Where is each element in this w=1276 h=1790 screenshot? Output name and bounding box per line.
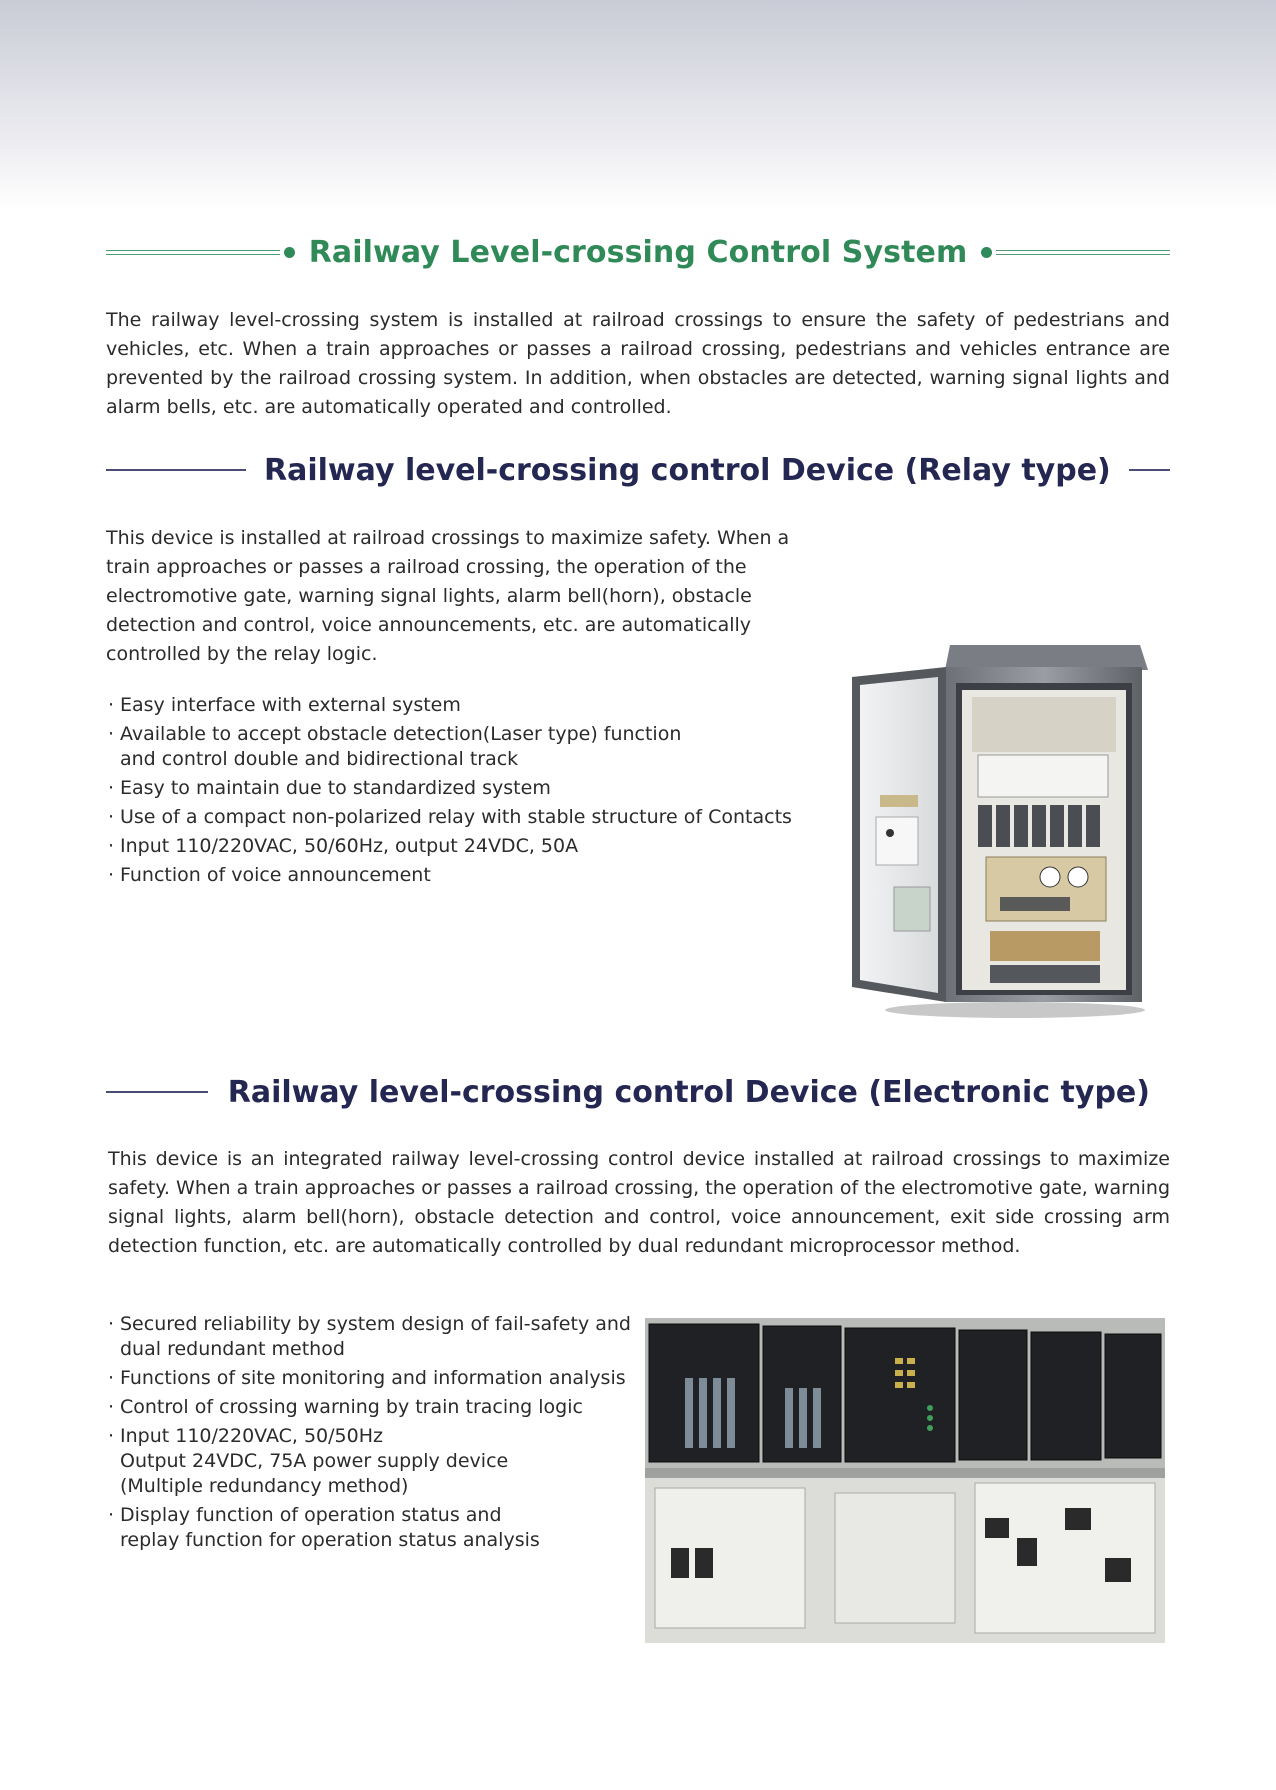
list-item: · Functions of site monitoring and information analysis — [108, 1367, 626, 1389]
relay-section-title: Railway level-crossing control Device (Relay type) — [264, 452, 1111, 488]
relay-feature-list — [106, 693, 806, 892]
list-item: · Easy to maintain due to standardized system — [108, 777, 551, 799]
title-bullet-left — [284, 247, 295, 258]
list-item: · Display function of operation status and replay function for operation status analysis — [108, 1504, 540, 1551]
electronic-description: This device is an integrated railway level-crossing control device installed at railroad crossings to maximize safety. When a train approaches or passes a railroad crossing, the operation of the electromotive gate, warning signal lights, alarm bell(horn), obstacle detection and control, voice announcement, exit side crossing arm detection function, etc. are automatically controlled by dual redundant microprocessor method. — [108, 1148, 1170, 1257]
heading-rule-left — [106, 1091, 208, 1093]
list-item: · Secured reliability by system design of fail-safety and dual redundant method — [108, 1313, 631, 1360]
relay-description: This device is installed at railroad crossings to maximize safety. When a train approaches or passes a railroad crossing, the operation of the electromotive gate, warning signal lights, alarm bell(horn), obstacle detection and control, voice announcements, etc. are automatically controlled by the relay logic. — [106, 527, 790, 665]
electronic-section-heading — [106, 1072, 1170, 1112]
list-item: · Function of voice announcement — [108, 864, 431, 886]
list-item: · Control of crossing warning by train tracing logic — [108, 1396, 583, 1418]
electronic-rack-image — [645, 1318, 1165, 1643]
electronic-feature-list — [106, 1312, 646, 1557]
relay-section-heading — [106, 450, 1170, 490]
electronic-section-title: Railway level-crossing control Device (Electronic type) — [227, 1074, 1150, 1110]
relay-cabinet-image — [850, 635, 1150, 1020]
title-bullet-right — [981, 247, 992, 258]
heading-rule-right — [1129, 469, 1170, 471]
heading-rule-left — [106, 469, 246, 471]
title-rule-right — [996, 250, 1170, 255]
list-item: · Input 110/220VAC, 50/60Hz, output 24VDC, 50A — [108, 835, 579, 857]
page-title: Railway Level-crossing Control System — [308, 234, 968, 270]
list-item: · Easy interface with external system — [108, 694, 461, 716]
main-title-row — [106, 232, 1170, 272]
list-item: · Available to accept obstacle detection(Laser type) function and control double and bidirectional track — [108, 723, 682, 770]
intro-paragraph: The railway level-crossing system is installed at railroad crossings to ensure the safety of pedestrians and vehicles, etc. When a train approaches or passes a railroad crossing, pedestrians and vehicles entrance are prevented by the railroad crossing system. In addition, when obstacles are detected, warning signal lights and alarm bells, etc. are automatically operated and controlled. — [106, 309, 1170, 418]
header-gradient-band — [0, 0, 1276, 210]
list-item: · Use of a compact non-polarized relay with stable structure of Contacts — [108, 806, 792, 828]
title-rule-left — [106, 250, 280, 255]
list-item: · Input 110/220VAC, 50/50Hz Output 24VDC, 75A power supply device (Multiple redundancy method) — [108, 1425, 509, 1497]
